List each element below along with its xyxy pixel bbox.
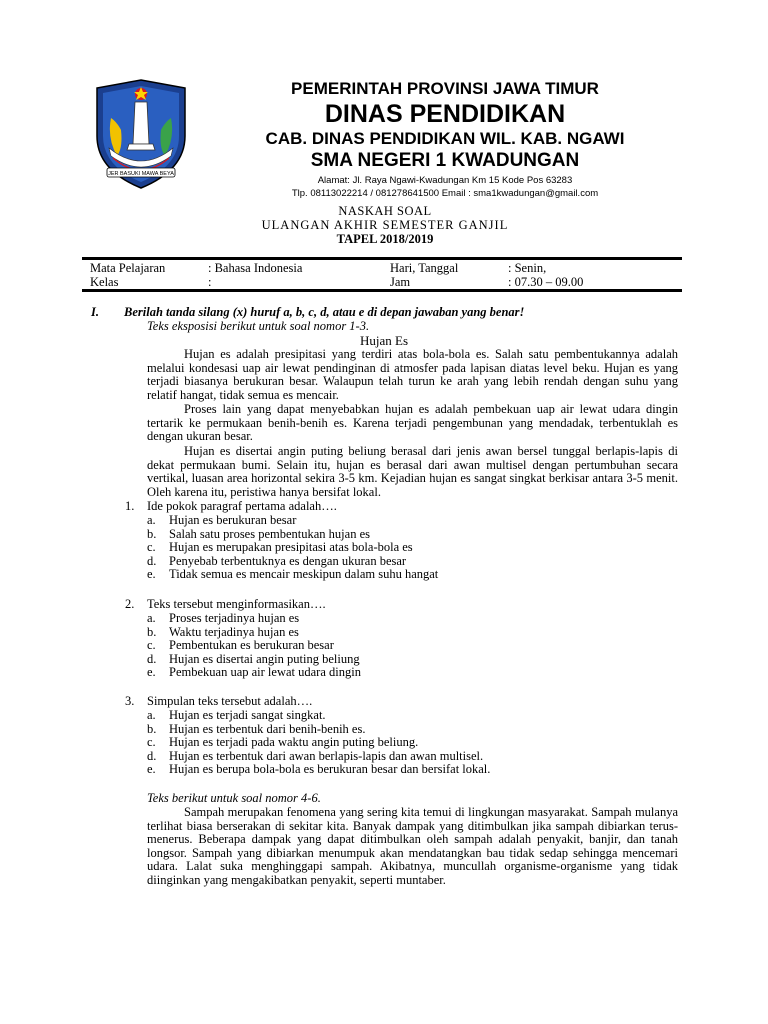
info-row-1 (90, 261, 680, 275)
exam-info-table (90, 261, 680, 289)
option-text: Waktu terjadinya hujan es (169, 624, 299, 639)
option-text: Hujan es berukuran besar (169, 513, 297, 527)
letterhead-contact: Tlp. 08113022214 / 081278641500 Email : sma1kwadungan@gmail.com (291, 188, 599, 199)
option-letter: a. (147, 708, 156, 722)
question-1-options (147, 514, 667, 582)
subject-value: : Bahasa Indonesia (208, 261, 303, 275)
option-letter: d. (147, 553, 157, 568)
time-label: Jam (390, 275, 411, 289)
option-a[interactable] (147, 514, 667, 528)
letterhead (200, 78, 690, 200)
letterhead-branch: CAB. DINAS PENDIDIKAN WIL. KAB. NGAWI (265, 129, 625, 148)
day-value: : Senin, (508, 261, 547, 275)
option-letter: c. (147, 735, 156, 749)
option-letter: c. (147, 638, 156, 652)
option-b[interactable] (147, 528, 667, 542)
info-row-2 (90, 275, 680, 289)
question-text: Teks tersebut menginformasikan…. (147, 597, 326, 611)
exam-title (200, 204, 570, 246)
info-bottom-rule (82, 289, 682, 292)
option-text: Pembekuan uap air lewat udara dingin (169, 665, 361, 679)
exam-title-line2: ULANGAN AKHIR SEMESTER GANJIL (261, 218, 509, 232)
exam-title-line3: TAPEL 2018/2019 (336, 232, 434, 246)
text-intro-1: Teks eksposisi berikut untuk soal nomor 1-3. (147, 319, 370, 333)
option-text: Hujan es terbentuk dari awan berlapis-lapis dan awan multisel. (169, 748, 484, 763)
option-text: Hujan es terjadi sangat singkat. (169, 708, 326, 722)
day-label: Hari, Tanggal (390, 261, 459, 275)
option-a[interactable] (147, 709, 667, 723)
option-text: Hujan es disertai angin puting beliung (169, 651, 360, 666)
option-letter: e. (147, 665, 156, 679)
exam-title-line1: NASKAH SOAL (338, 204, 432, 218)
letterhead-government: PEMERINTAH PROVINSI JAWA TIMUR (291, 79, 599, 98)
option-d[interactable] (147, 653, 667, 667)
option-e[interactable] (147, 666, 667, 680)
option-text: Salah satu proses pembentukan hujan es (169, 526, 370, 541)
question-2-options (147, 612, 667, 680)
option-c[interactable] (147, 736, 667, 750)
question-text: Simpulan teks tersebut adalah…. (147, 694, 313, 708)
option-e[interactable] (147, 763, 667, 777)
section-number: I. (91, 305, 99, 319)
option-letter: b. (147, 721, 157, 736)
story-paragraph-1: Hujan es adalah presipitasi yang terdiri atas bola-bola es. Salah satu pembentukannya adalah melalui kondesasi uap air lewat pendinginan di atmosfer pada lapisan diatas level beku. Hujan es yang terjadi biasanya berukuran besar. Walaupun telah turun ke arah yang lebih rendah dengan suhu yang relatif hangat, tidak semua es mencair. (147, 347, 678, 402)
option-letter: e. (147, 762, 156, 776)
text-intro-2: Teks berikut untuk soal nomor 4-6. (147, 791, 321, 805)
option-d[interactable] (147, 750, 667, 764)
option-letter: d. (147, 651, 157, 666)
option-letter: a. (147, 611, 156, 625)
option-text: Pembentukan es berukuran besar (169, 638, 334, 652)
time-value: : 07.30 – 09.00 (508, 275, 584, 289)
option-b[interactable] (147, 723, 667, 737)
story-2-paragraph: Sampah merupakan fenomena yang sering kita temui di lingkungan masyarakat. Sampah mulanya terlihat biasa berserakan di sekitar kita. Banyak dampak yang ditimbulkan jika sampah dibiarkan terus-menerus. Beberapa dampak yang dapat ditimbulkan oleh sampah adalah penyakit, banjir, dan tanah longsor. Sampah yang dibiarkan menumpuk akan mendatangkan bau tidak sedap sehingga mencemari udara. Lalat suka menghinggapi sampah. Akibatnya, muncullah organisme-organisme yang tidak diinginkan yang mengakibatkan penyakit, seperti muntaber. (147, 805, 678, 887)
letterhead-agency: DINAS PENDIDIKAN (324, 100, 566, 128)
section-instruction: Berilah tanda silang (x) huruf a, b, c, d, atau e di depan jawaban yang benar! (124, 305, 525, 319)
letterhead-school: SMA NEGERI 1 KWADUNGAN (310, 150, 580, 171)
story-title: Hujan Es (359, 333, 409, 348)
provincial-emblem-logo (93, 78, 189, 190)
class-value: : (208, 275, 212, 289)
option-a[interactable] (147, 612, 667, 626)
option-e[interactable] (147, 568, 667, 582)
section-header (91, 306, 524, 320)
option-b[interactable] (147, 626, 667, 640)
letterhead-address: Alamat: Jl. Raya Ngawi-Kwadungan Km 15 Kode Pos 63283 (317, 175, 573, 186)
option-letter: e. (147, 567, 156, 581)
question-number: 2. (125, 597, 135, 611)
option-text: Penyebab terbentuknya es dengan ukuran besar (169, 553, 407, 568)
option-letter: d. (147, 748, 157, 763)
info-top-rule (82, 257, 682, 260)
question-text: Ide pokok paragraf pertama adalah…. (147, 499, 337, 513)
class-label: Kelas (90, 275, 119, 289)
question-3-options (147, 709, 667, 777)
option-c[interactable] (147, 639, 667, 653)
logo-motto: JER BASUKI MAWA BEYA (108, 171, 174, 177)
option-text: Hujan es berupa bola-bola es berukuran besar dan bersifat lokal. (169, 762, 491, 776)
option-c[interactable] (147, 541, 667, 555)
question-number: 1. (125, 499, 135, 513)
option-letter: b. (147, 624, 157, 639)
story-paragraph-3: Hujan es disertai angin puting beliung berasal dari jenis awan bersel tunggal berlapis-lapis di dekat permukaan bumi. Selain itu, hujan es berasal dari awan multisel dengan pertumbuhan secara vertikal, luasan area horizontal sekira 3-5 km. Kejadian hujan es sangat singkat berkisar antara 3-5 menit. Oleh karena itu, peristiwa hanya bersifat lokal. (147, 444, 678, 499)
story-paragraph-2: Proses lain yang dapat menyebabkan hujan es adalah pembekuan uap air lewat udara dingin tertarik ke permukaan benih-benih es. Karena terjadi pengembunan yang mendadak, terbentuklah es dengan ukuran besar. (147, 402, 678, 443)
option-d[interactable] (147, 555, 667, 569)
option-letter: b. (147, 526, 157, 541)
option-letter: a. (147, 513, 156, 527)
option-text: Tidak semua es mencair meskipun dalam suhu hangat (169, 567, 439, 581)
question-number: 3. (125, 694, 135, 708)
option-text: Hujan es terbentuk dari benih-benih es. (169, 721, 366, 736)
option-letter: c. (147, 540, 156, 554)
subject-label: Mata Pelajaran (90, 261, 166, 275)
option-text: Proses terjadinya hujan es (169, 611, 300, 625)
option-text: Hujan es merupakan presipitasi atas bola-bola es (169, 540, 413, 554)
option-text: Hujan es terjadi pada waktu angin puting beliung. (169, 735, 419, 749)
